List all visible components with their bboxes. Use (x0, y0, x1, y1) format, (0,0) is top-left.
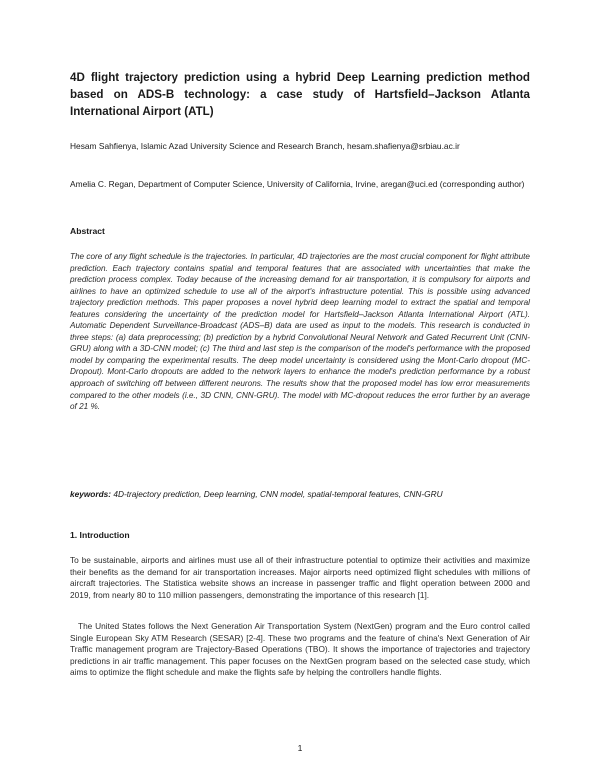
title-lead: 4D flight trajectory prediction (70, 71, 241, 84)
abstract-text: The core of any flight schedule is the trajectories. In particular, 4D trajectories are the most crucial component for flight attribute prediction. Each trajectory contains spatial and temporal features that are associated with uncertainties that make the prediction process complex. Today because of the increasing demand for air transportation, it is compulsory for airports and airlines to have an optimized schedule to use all of the airport's infrastructure potential. This is possible using advanced trajectory prediction methods. This paper proposes a novel hybrid deep learning model to extract the spatial and temporal features considering the uncertainty of the prediction model for Hartsfield–Jackson Atlanta International Airport (ATL). Automatic Dependent Surveillance-Broadcast (ADS–B) data are used as input to the models. This research is conducted in three steps: (a) data preprocessing; (b) prediction by a hybrid Convolutional Neural Network and Gated Recurrent Unit (CNN-GRU) along with a 3D-CNN model; (c) The third and last step is the comparison of the model's performance with the proposed model by comparing the experimental results. The deep model uncertainty is considered using the Mont-Carlo dropout (MC-Dropout). Mont-Carlo dropouts are added to the network layers to enhance the model's prediction performance by a robust approach of switching off between different neurons. The results show that the proposed model has low error measurements compared to the other models (i.e., 3D CNN, CNN-GRU). The model with MC-dropout reduces the error further by an average of 21 %. (70, 252, 530, 412)
keywords-label: keywords: (70, 489, 112, 499)
author-second: Amelia C. Regan, Department of Computer Science, University of California, Irvine, aregan@uci.ed (corresponding author) (70, 179, 525, 189)
paper-title (70, 69, 530, 120)
author-first: Hesam Sahfienya, Islamic Azad University Science and Research Branch, hesam.shafienya@srbiau.ac.ir (70, 141, 460, 151)
section-heading-introduction: 1. Introduction (70, 530, 130, 540)
abstract-heading: Abstract (70, 226, 105, 236)
title-rest: using a hybrid Deep Learning prediction method based on ADS-B technology: a case study of Hartsfield–Jackson Atlanta International Airport (ATL) (70, 71, 530, 118)
keywords-text: 4D-trajectory prediction, Deep learning, CNN model, spatial-temporal features, CNN-GRU (111, 489, 443, 499)
keywords (70, 489, 530, 499)
page-number: 1 (297, 743, 303, 753)
intro-paragraph-1: To be sustainable, airports and airlines must use all of their infrastructure potential to optimize their activities and maximize their benefits as the demand for air transportation increases. Major airports need optimized flight schedules with millions of aircraft trajectories. The Statistica website shows an increase in passenger traffic and flight operation between 2000 and 2019, from nearly 80 to 110 million passengers, demonstrating the importance of this research [1]. (70, 555, 530, 600)
intro-paragraph-2: The United States follows the Next Generation Air Transportation System (NextGen) program and the Euro control called Single European Sky ATM Research (SESAR) [2-4]. These two programs and the feature of china's Next Generation of Air Traffic management program are Trajectory-Based Operations (TBO). It shows the importance of trajectories and trajectory predictions in air traffic management. This paper focuses on the NextGen program based on the selected case study, which aims to optimize the flight schedule and make the flights safe by helping the controllers handle flights. (70, 621, 530, 678)
